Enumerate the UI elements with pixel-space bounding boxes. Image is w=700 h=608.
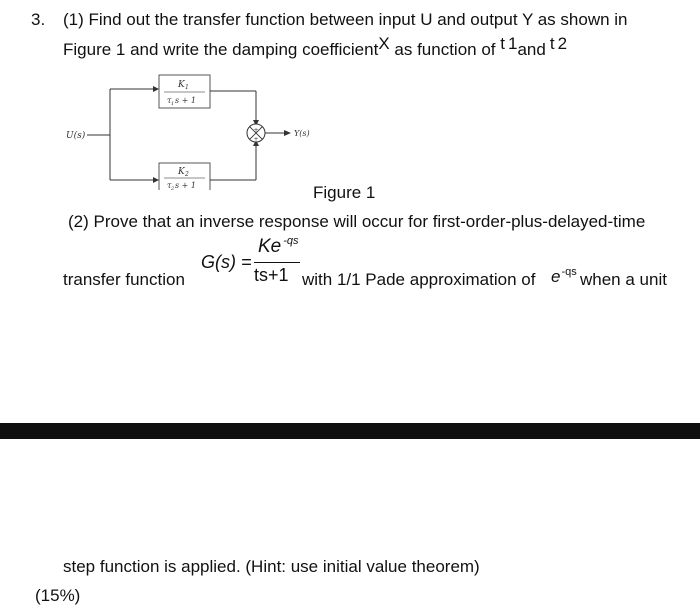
part1-line2-mid: as function of [389, 40, 501, 59]
block1-denominator-tau: τ [167, 96, 172, 105]
exponential-term [551, 267, 577, 287]
block1-numerator-sub: 1 [185, 84, 189, 91]
numerator-text: Ke [258, 236, 282, 257]
equation-fraction-line [254, 262, 300, 263]
points-value: (15%) [35, 586, 81, 605]
block2-numerator: K [178, 167, 185, 177]
block2-denominator-sub: 2 [171, 186, 175, 190]
sum-sign-top: + [253, 127, 259, 134]
tau1-sub: 1 [507, 34, 518, 53]
part2-line1: (2) Prove that an inverse response will occur for first-order-plus-delayed-time [68, 212, 646, 231]
pade-text: with 1/1 Pade approximation of [302, 270, 536, 289]
equation-denominator: ts+1 [254, 265, 289, 285]
part1-line2-prefix: Figure 1 and write the damping coefficient [63, 40, 379, 59]
exp-exponent: -qs [561, 266, 577, 278]
tau1-symbol: t [500, 34, 505, 53]
figure-caption: Figure 1 [313, 183, 376, 202]
output-arrow [284, 130, 291, 136]
tau2-symbol: t [549, 34, 555, 53]
sum-sign-bottom: + [253, 136, 259, 143]
transfer-function-label: transfer function [63, 270, 185, 289]
part2-tail: when a unit [580, 270, 667, 289]
tau2-sub: 2 [557, 34, 568, 53]
equation-numerator [258, 236, 299, 258]
block1-numerator: K [178, 80, 185, 90]
part2-continuation: step function is applied. (Hint: use initial value theorem) [63, 557, 480, 576]
and-text: and [517, 40, 546, 59]
output-label: Y(s) [294, 129, 310, 138]
input-label: U(s) [66, 131, 86, 141]
block2-denominator-tau: τ [167, 181, 172, 190]
part1-line2 [63, 34, 568, 60]
equation-lhs: G(s) = [201, 252, 252, 272]
part1-line1: (1) Find out the transfer function between input U and output Y as shown in [63, 10, 628, 29]
block-diagram [60, 70, 330, 190]
block2-numerator-sub: 2 [185, 171, 189, 178]
exp-base: e [551, 267, 561, 286]
question-number: 3. [31, 10, 46, 29]
block1-denominator-sub: 1 [171, 101, 175, 107]
block1-denominator-rest: s + 1 [175, 96, 196, 105]
separator-bar [0, 423, 700, 439]
upper-branch-arrow [153, 86, 159, 92]
zeta-symbol: X [378, 34, 390, 53]
lower-branch-arrow [153, 177, 159, 183]
numerator-exponent: -qs [283, 235, 299, 247]
block2-denominator-rest: s + 1 [175, 181, 196, 190]
